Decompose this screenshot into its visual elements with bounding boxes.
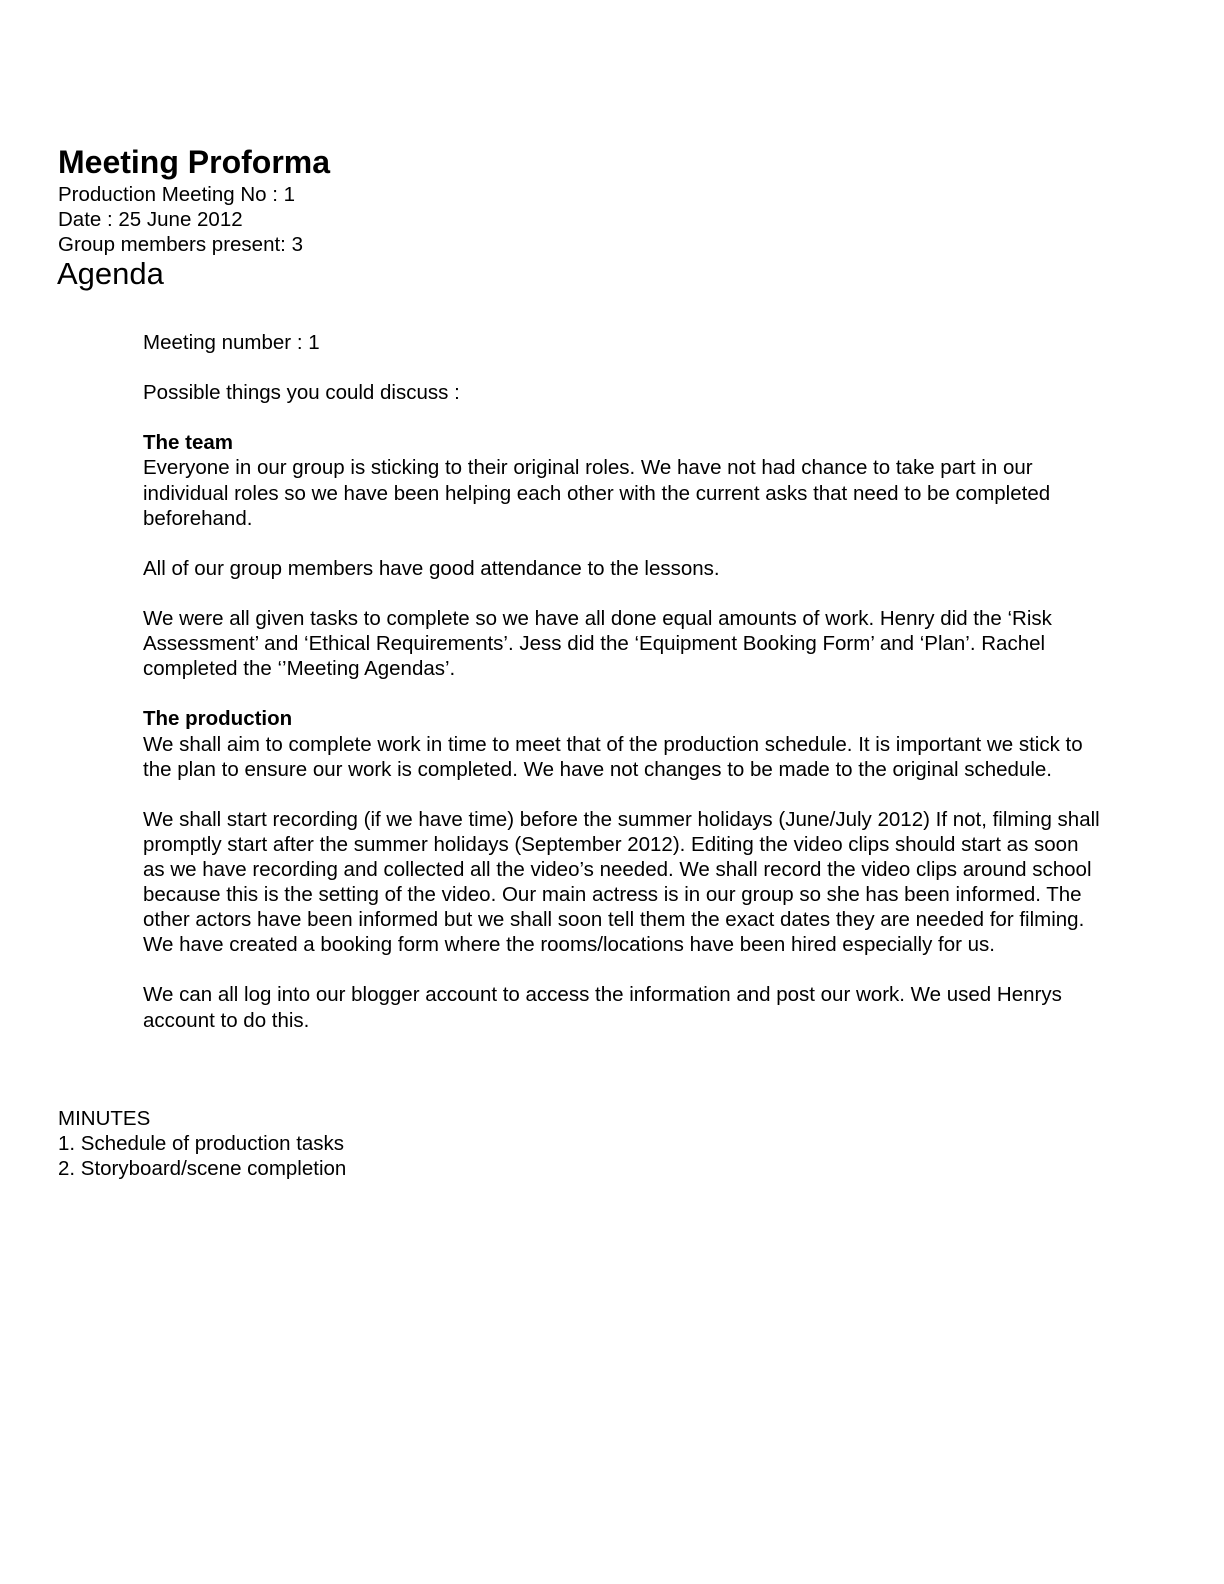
production-section — [143, 706, 1103, 781]
members-present: Group members present: 3 — [58, 233, 303, 256]
meeting-meta — [58, 182, 303, 257]
minutes-item: 2. Storyboard/scene completion — [58, 1157, 347, 1180]
production-paragraph-1: We shall aim to complete work in time to meet that of the production schedule. It is important we stick to the plan to ensure our work is completed. We have not changes to be made to the original schedule. — [143, 732, 1083, 781]
team-paragraph-2: All of our group members have good attendance to the lessons. — [143, 556, 720, 580]
team-paragraph-1: Everyone in our group is sticking to their original roles. We have not had chance to take part in our individual roles so we have been helping each other with the current asks that need to be completed beforehand. — [143, 456, 1051, 530]
team-section-title: The team — [143, 431, 233, 455]
team-paragraph-3: We were all given tasks to complete so we have all done equal amounts of work. Henry did the ‘Risk Assessment’ and ‘Ethical Requirements’. Jess did the ‘Equipment Booking Form’ and ‘Plan’. Rachel completed the ‘’Meeting Agendas’. — [143, 607, 1052, 681]
meeting-number: Meeting number : 1 — [143, 331, 320, 354]
minutes-item: 1. Schedule of production tasks — [58, 1132, 345, 1155]
agenda-heading: Agenda — [57, 256, 164, 291]
production-section-title: The production — [143, 707, 293, 731]
team-section — [143, 430, 1103, 530]
minutes-section — [58, 1106, 346, 1181]
agenda-body — [143, 330, 1103, 1058]
production-paragraph-2: We shall start recording (if we have time) before the summer holidays (June/July 2012) If not, filming shall promptly start after the summer holidays (September 2012). Editing the video clips should start as soon as we have recording and collected all the video’s needed. We shall record the video clips around school because this is the setting of the video. Our main actress is in our group so she has been informed. The other actors have been informed but we shall soon tell them the exact dates they are needed for filming. We have created a booking form where the rooms/locations have been hired especially for us. — [143, 807, 1100, 957]
minutes-heading: MINUTES — [58, 1107, 151, 1130]
discussion-prompt: Possible things you could discuss : — [143, 381, 460, 405]
production-paragraph-3: We can all log into our blogger account to access the information and post our work. We used Henrys account to do this. — [143, 983, 1062, 1032]
document-title: Meeting Proforma — [58, 144, 331, 180]
production-meeting-number: Production Meeting No : 1 — [58, 183, 296, 206]
meeting-date: Date : 25 June 2012 — [58, 208, 243, 231]
